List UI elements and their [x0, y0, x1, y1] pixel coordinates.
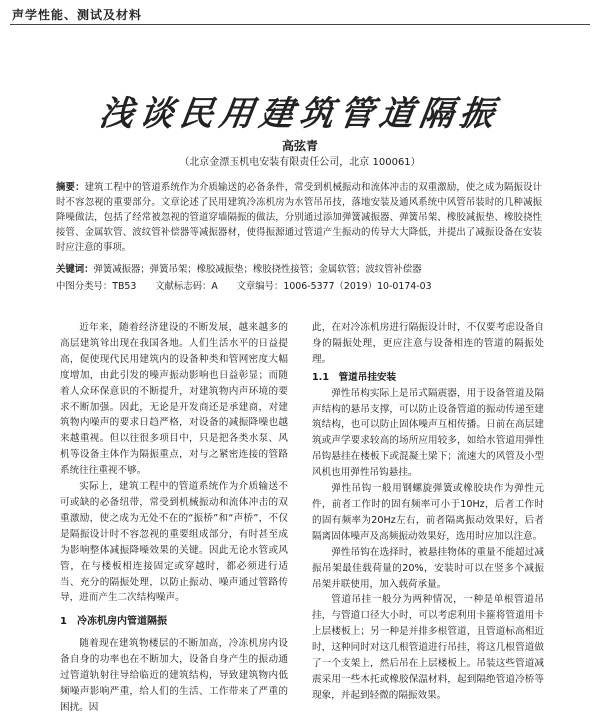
paragraph: 实际上，建筑工程中的管道系统作为介质输送不可或缺的必备纽带，常受到机械振动和流体冲击的双重激励，使之成为无处不在的“振桥”和“声桥”，不仅是隔振设计时不容忽视的重要组成部分，有时甚至成为影响整体减振降噪效果的关键。因此无论水管或风管，在与楼板相连接固定或穿越时，都必须进行适当、充分的隔振处理，以防止振动、噪声通过管路传导，进而产生二次结构噪声。 — [60, 481, 288, 604]
keywords-text: 弹簧减振器；弹簧吊架；橡胶减振垫；橡胶挠性接管；金属软管；波纹管补偿器 — [93, 264, 422, 275]
paragraph: 随着现在建筑物楼层的不断加高，冷冻机房内设备自身的功率也在不断加大，设备自身产生的振动通过管道轨射往导给临近的建筑结构，导致建筑物内低频噪声影响严重，给人们的生活、工作带来了严重的困扰。因 — [60, 638, 288, 713]
subsection-heading: 1.1 管道吊挂安装 — [312, 371, 397, 383]
section-heading: 1 冷冻机房内管道隔振 — [60, 616, 167, 628]
article-title: 浅谈民用建筑管道隔振 — [96, 94, 503, 134]
keywords — [56, 262, 542, 277]
abstract-text: 建筑工程中的管道系统作为介质输送的必备条件，常受到机械振动和流体冲击的双重激励，使之成为隔振设计时不容忽视的重要部分。文章论述了民用建筑冷冻机房为水管吊吊技，落地安装及通风系统中风管吊装时的几种减振降噪做法，包括了经常被忽视的管道穿墙隔振的做法，分别通过添加弹簧减振器、弹簧吊架、橡胶减振垫、橡胶挠性接管、金属软管、波纹管补偿器等减振器材，使得振源通过管道产生振动的传导大大降低，并提出了减振设备在安装时应注意的事项。 — [56, 182, 542, 253]
body-column-right — [312, 320, 544, 704]
author-name: 高弦青 — [281, 139, 318, 153]
header-divider — [10, 24, 590, 25]
author-affiliation: （北京金漂玉机电安装有限责任公司，北京 100061） — [179, 157, 421, 168]
paragraph: 弹性吊构实际上是吊式隔震器，用于设备管道及隔声结构的悬吊支撑，可以防止设备管道的振动传递至建筑结构，也可以防止固体噪声互相传播。日前在高层建筑或声学要求较高的场所应用较多，如给水管道用弹性吊钩悬挂在楼板下或混凝土梁下；流速大的风管及小型风机也用弹性吊钩悬挂。 — [312, 387, 544, 479]
paragraph: 近年来，随着经济建设的不断发展，越来越多的高层建筑耸出现在我国各地。人们生活水平的日益提高，促使现代民用建筑内的设备种类和管网密度大幅度增加，由此引发的噪声振动影响也日益彰显；而随着人众环保意识的不断提升，对建筑物内声环境的要求不断加强。因此，无论是开发商还是承建商，对建筑物内噪声的要求日趋严格，对设备的减振降噪也越来越重视。但以往很多项目中，只是把各类水泵、风机等设备主体作为隔振重点，对与之紧密连接的管路系统往往重视不够。 — [60, 322, 288, 477]
section-header: 声学性能、测试及材料 — [12, 8, 143, 22]
paragraph: 弹性吊钩一般用钢螺旋弹簧或橡胶块作为弹性元件，前者工作时的固有频率可小于10Hz，后者工作时的固有频率为20Hz左右，前者隔离振动效果好，后者隔离固体噪声及高频振动效果好，选用时应加以注意。 — [312, 483, 544, 542]
paragraph: 管道吊挂一般分为两种情况，一种是单根管道吊挂，与管道口径大小时，可以考虑利用卡箍将管道用卡上层楼板上；另一种是并排多根管道，且管道标高相近时，这种同时对这几根管道进行吊挂，将这几根管道做了一个支架上，然后吊在上层楼板上。吊装这些管道减震采用一些木托或橡胶保温材料，起到隔绝管道冷桥等现象，并起到轻微的隔振效果。 — [312, 594, 544, 701]
abstract — [56, 180, 542, 255]
abstract-label: 摘要： — [56, 182, 85, 193]
keywords-label: 关键词： — [56, 264, 94, 275]
paragraph: 此，在对冷冻机房进行隔振设计时，不仅要考虑设备自身的隔振处理，更应注意与设备相连的管道的隔振处理。 — [312, 322, 544, 365]
body-column-left — [60, 320, 288, 716]
paragraph: 弹性吊钩在选择时，被悬挂物体的重量不能超过减振吊架最佳载荷量的20%，安装时可以在竖多个减振吊架并联使用，加入载荷承量。 — [312, 546, 544, 590]
classification-codes: 中图分类号：TB53 文献标志码：A 文章编号：1006-5377（2019）10-0174-03 — [56, 281, 432, 292]
